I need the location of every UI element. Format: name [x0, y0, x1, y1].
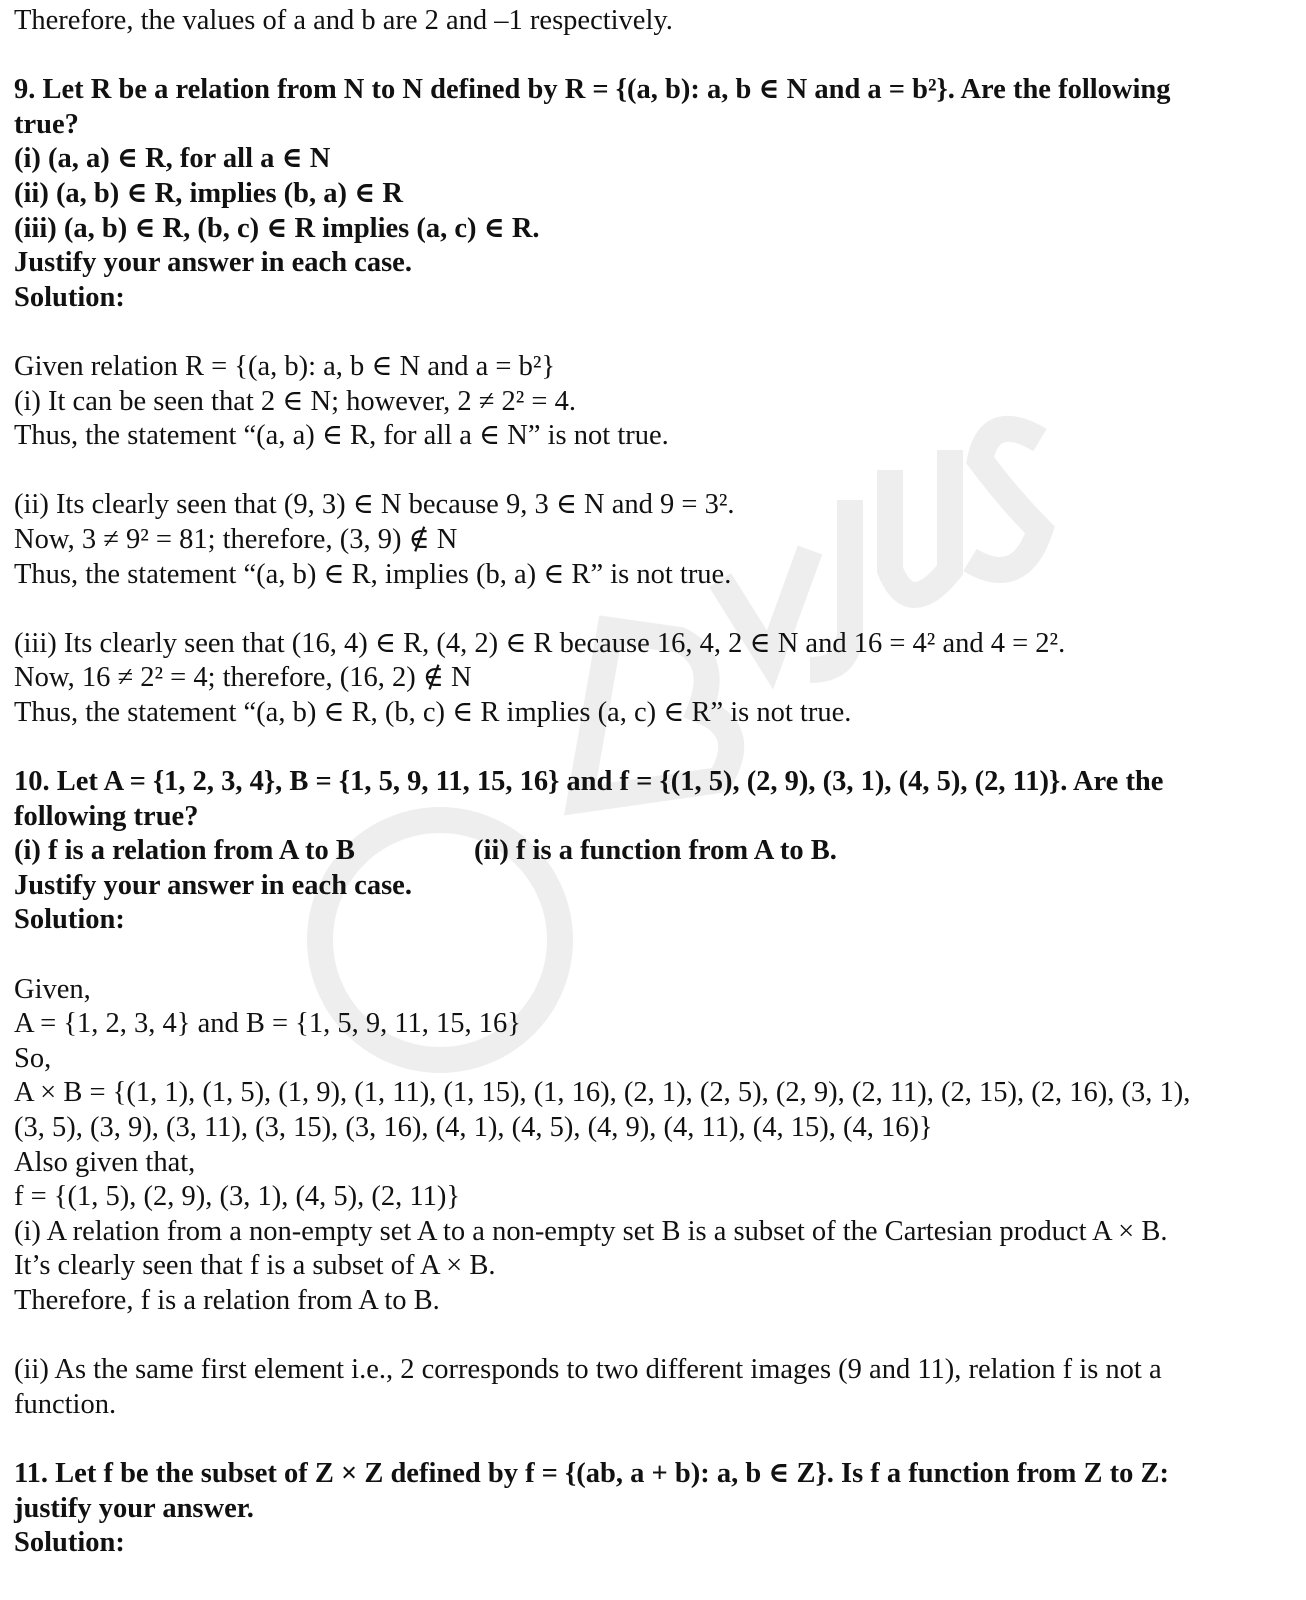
q11-question-line2: justify your answer. — [14, 1492, 254, 1524]
intro-conclusion: Therefore, the values of a and b are 2 and –1 respectively. — [14, 5, 673, 36]
q10-ii-line1: (ii) As the same first element i.e., 2 corresponds to two different images (9 and 11), relation f is not a — [14, 1354, 1162, 1386]
q10-i-line2: It’s clearly seen that f is a subset of A × B. — [14, 1250, 496, 1282]
q10-so: So, — [14, 1042, 52, 1074]
q9-question-line2: true? — [14, 108, 79, 140]
q10-given-sets: A = {1, 2, 3, 4} and B = {1, 5, 9, 11, 15, 16} — [14, 1008, 521, 1040]
q9-iii-line1: (iii) Its clearly seen that (16, 4) ∈ R, (4, 2) ∈ R because 16, 4, 2 ∈ N and 16 = 4² and 4 = 2². — [14, 627, 1066, 659]
q10-f-def: f = {(1, 5), (2, 9), (3, 1), (4, 5), (2, 11)} — [14, 1181, 461, 1213]
q10-ii-line2: function. — [14, 1388, 117, 1420]
q10-i-line1: (i) A relation from a non-empty set A to a non-empty set B is a subset of the Cartesian product A × B. — [14, 1215, 1168, 1247]
q10-part-i: (i) f is a relation from A to B — [14, 835, 355, 867]
q9-part-ii: (ii) (a, b) ∈ R, implies (b, a) ∈ R — [14, 177, 403, 209]
q9-iii-line2: Now, 16 ≠ 2² = 4; therefore, (16, 2) ∉ N — [14, 662, 472, 694]
q10-given-label: Given, — [14, 973, 91, 1005]
q10-question-line1: 10. Let A = {1, 2, 3, 4}, B = {1, 5, 9, 11, 15, 16} and f = {(1, 5), (2, 9), (3, 1), (4, 5), (2, 11)}. Are the — [14, 766, 1164, 798]
q9-i-line1: (i) It can be seen that 2 ∈ N; however, 2 ≠ 2² = 4. — [14, 385, 576, 417]
q10-product-line2: (3, 5), (3, 9), (3, 11), (3, 15), (3, 16), (4, 1), (4, 5), (4, 9), (4, 11), (4, 15), (4, 16)} — [14, 1112, 933, 1143]
q9-iii-line3: Thus, the statement “(a, b) ∈ R, (b, c) ∈ R implies (a, c) ∈ R” is not true. — [14, 696, 852, 728]
q10-solution-label: Solution: — [14, 904, 125, 936]
q10-part-ii: (ii) f is a function from A to B. — [474, 835, 837, 867]
q9-part-iii: (iii) (a, b) ∈ R, (b, c) ∈ R implies (a, c) ∈ R. — [14, 212, 540, 244]
q9-solution-label: Solution: — [14, 281, 125, 313]
q10-i-line3: Therefore, f is a relation from A to B. — [14, 1284, 440, 1316]
q9-justify: Justify your answer in each case. — [14, 247, 412, 279]
q9-ii-line2: Now, 3 ≠ 9² = 81; therefore, (3, 9) ∉ N — [14, 523, 458, 555]
q11-solution-label: Solution: — [14, 1527, 125, 1559]
q9-ii-line1: (ii) Its clearly seen that (9, 3) ∈ N because 9, 3 ∈ N and 9 = 3². — [14, 489, 735, 521]
q9-given: Given relation R = {(a, b): a, b ∈ N and a = b²} — [14, 350, 556, 382]
q9-i-line2: Thus, the statement “(a, a) ∈ R, for all a ∈ N” is not true. — [14, 420, 669, 452]
q10-parts — [14, 834, 1292, 869]
q9-part-i: (i) (a, a) ∈ R, for all a ∈ N — [14, 143, 331, 175]
q11-question-line1: 11. Let f be the subset of Z × Z defined by f = {(ab, a + b): a, b ∈ Z}. Is f a function from Z to Z: — [14, 1457, 1170, 1489]
q10-product-line1: A × B = {(1, 1), (1, 5), (1, 9), (1, 11), (1, 15), (1, 16), (2, 1), (2, 5), (2, 9), (2, 11), (2, 15), (2, 16), (3, 1), — [14, 1077, 1191, 1109]
q10-justify: Justify your answer in each case. — [14, 869, 412, 901]
q10-also-given: Also given that, — [14, 1146, 196, 1178]
watermark-text: BYJU'S — [250, 310, 254, 311]
q9-question-line1: 9. Let R be a relation from N to N defined by R = {(a, b): a, b ∈ N and a = b²}. Are the following — [14, 74, 1171, 106]
q9-ii-line3: Thus, the statement “(a, b) ∈ R, implies (b, a) ∈ R” is not true. — [14, 558, 732, 590]
q10-question-line2: following true? — [14, 800, 199, 832]
